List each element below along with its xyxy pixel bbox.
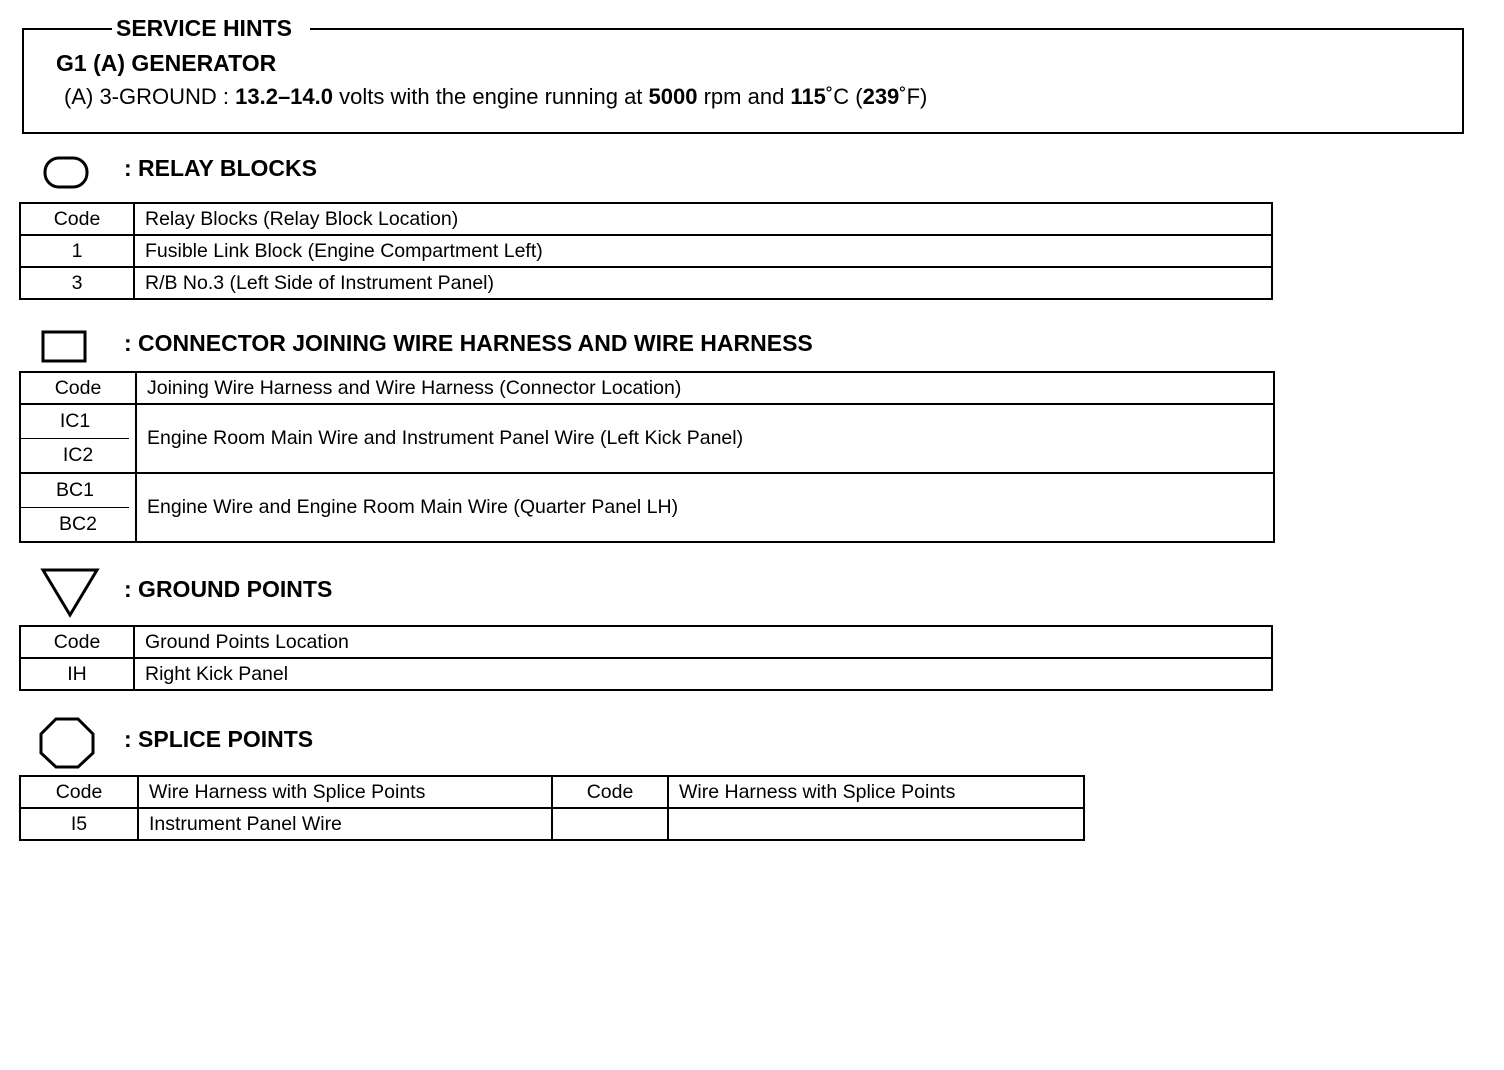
splice-code: I5	[20, 808, 138, 840]
rounded-rectangle-icon	[42, 155, 90, 191]
connector-desc: Engine Room Main Wire and Instrument Panel Wire (Left Kick Panel)	[136, 404, 1274, 473]
splice-points-title: : SPLICE POINTS	[124, 726, 314, 752]
table-row	[20, 404, 1274, 473]
ground-points-table	[19, 625, 1273, 691]
splice-desc: Instrument Panel Wire	[138, 808, 552, 840]
octagon-icon	[38, 716, 96, 770]
header-desc: Wire Harness with Splice Points	[668, 776, 1084, 808]
connector-code: BC1	[21, 474, 129, 508]
service-hints-line	[64, 84, 927, 110]
square-icon	[40, 329, 90, 365]
hint-unit-f: ˚F)	[899, 84, 928, 109]
header-desc: Wire Harness with Splice Points	[138, 776, 552, 808]
ground-desc: Right Kick Panel	[134, 658, 1272, 690]
relay-desc: R/B No.3 (Left Side of Instrument Panel)	[134, 267, 1272, 299]
header-code: Code	[20, 372, 136, 404]
header-code: Code	[20, 776, 138, 808]
table-header-row	[20, 203, 1272, 235]
connector-desc: Engine Wire and Engine Room Main Wire (Quarter Panel LH)	[136, 473, 1274, 542]
splice-desc	[668, 808, 1084, 840]
ground-points-title: : GROUND POINTS	[124, 576, 333, 602]
connector-code-pair	[20, 404, 136, 473]
connectors-title: : CONNECTOR JOINING WIRE HARNESS AND WIRE HARNESS	[124, 330, 813, 356]
header-code: Code	[552, 776, 668, 808]
header-code: Code	[20, 203, 134, 235]
ground-code: IH	[20, 658, 134, 690]
relay-desc: Fusible Link Block (Engine Compartment Left)	[134, 235, 1272, 267]
table-row	[20, 235, 1272, 267]
hint-rpm: 5000	[648, 84, 698, 109]
connectors-table	[19, 371, 1275, 543]
hint-temp-c: 115	[790, 84, 826, 109]
table-row	[20, 473, 1274, 542]
relay-code: 3	[20, 267, 134, 299]
service-hints-title: SERVICE HINTS	[112, 14, 310, 42]
splice-code	[552, 808, 668, 840]
service-hints-subtitle: G1 (A) GENERATOR	[56, 50, 277, 76]
hint-mid1: volts with the engine running at	[333, 84, 649, 109]
triangle-down-icon	[40, 567, 100, 619]
connector-code: BC2	[59, 513, 97, 535]
hint-unit-c: ˚C (	[825, 84, 863, 109]
table-row	[20, 808, 1084, 840]
service-hints-box	[22, 15, 1464, 134]
relay-code: 1	[20, 235, 134, 267]
table-header-row	[20, 626, 1272, 658]
hint-volts: 13.2–14.0	[235, 84, 333, 109]
hint-prefix: (A) 3-GROUND :	[64, 84, 236, 109]
connector-code: IC2	[62, 444, 94, 466]
connector-code-pair	[20, 473, 136, 542]
table-header-row	[20, 372, 1274, 404]
header-code: Code	[20, 626, 134, 658]
header-desc: Joining Wire Harness and Wire Harness (Connector Location)	[136, 372, 1274, 404]
table-row	[20, 658, 1272, 690]
relay-blocks-table	[19, 202, 1273, 300]
splice-points-table	[19, 775, 1085, 841]
table-header-row	[20, 776, 1084, 808]
table-row	[20, 267, 1272, 299]
hint-mid2: rpm and	[697, 84, 791, 109]
header-desc: Relay Blocks (Relay Block Location)	[134, 203, 1272, 235]
header-desc: Ground Points Location	[134, 626, 1272, 658]
connector-code: IC1	[21, 405, 129, 439]
hint-temp-f: 239	[862, 84, 900, 109]
relay-blocks-title: : RELAY BLOCKS	[124, 155, 317, 181]
